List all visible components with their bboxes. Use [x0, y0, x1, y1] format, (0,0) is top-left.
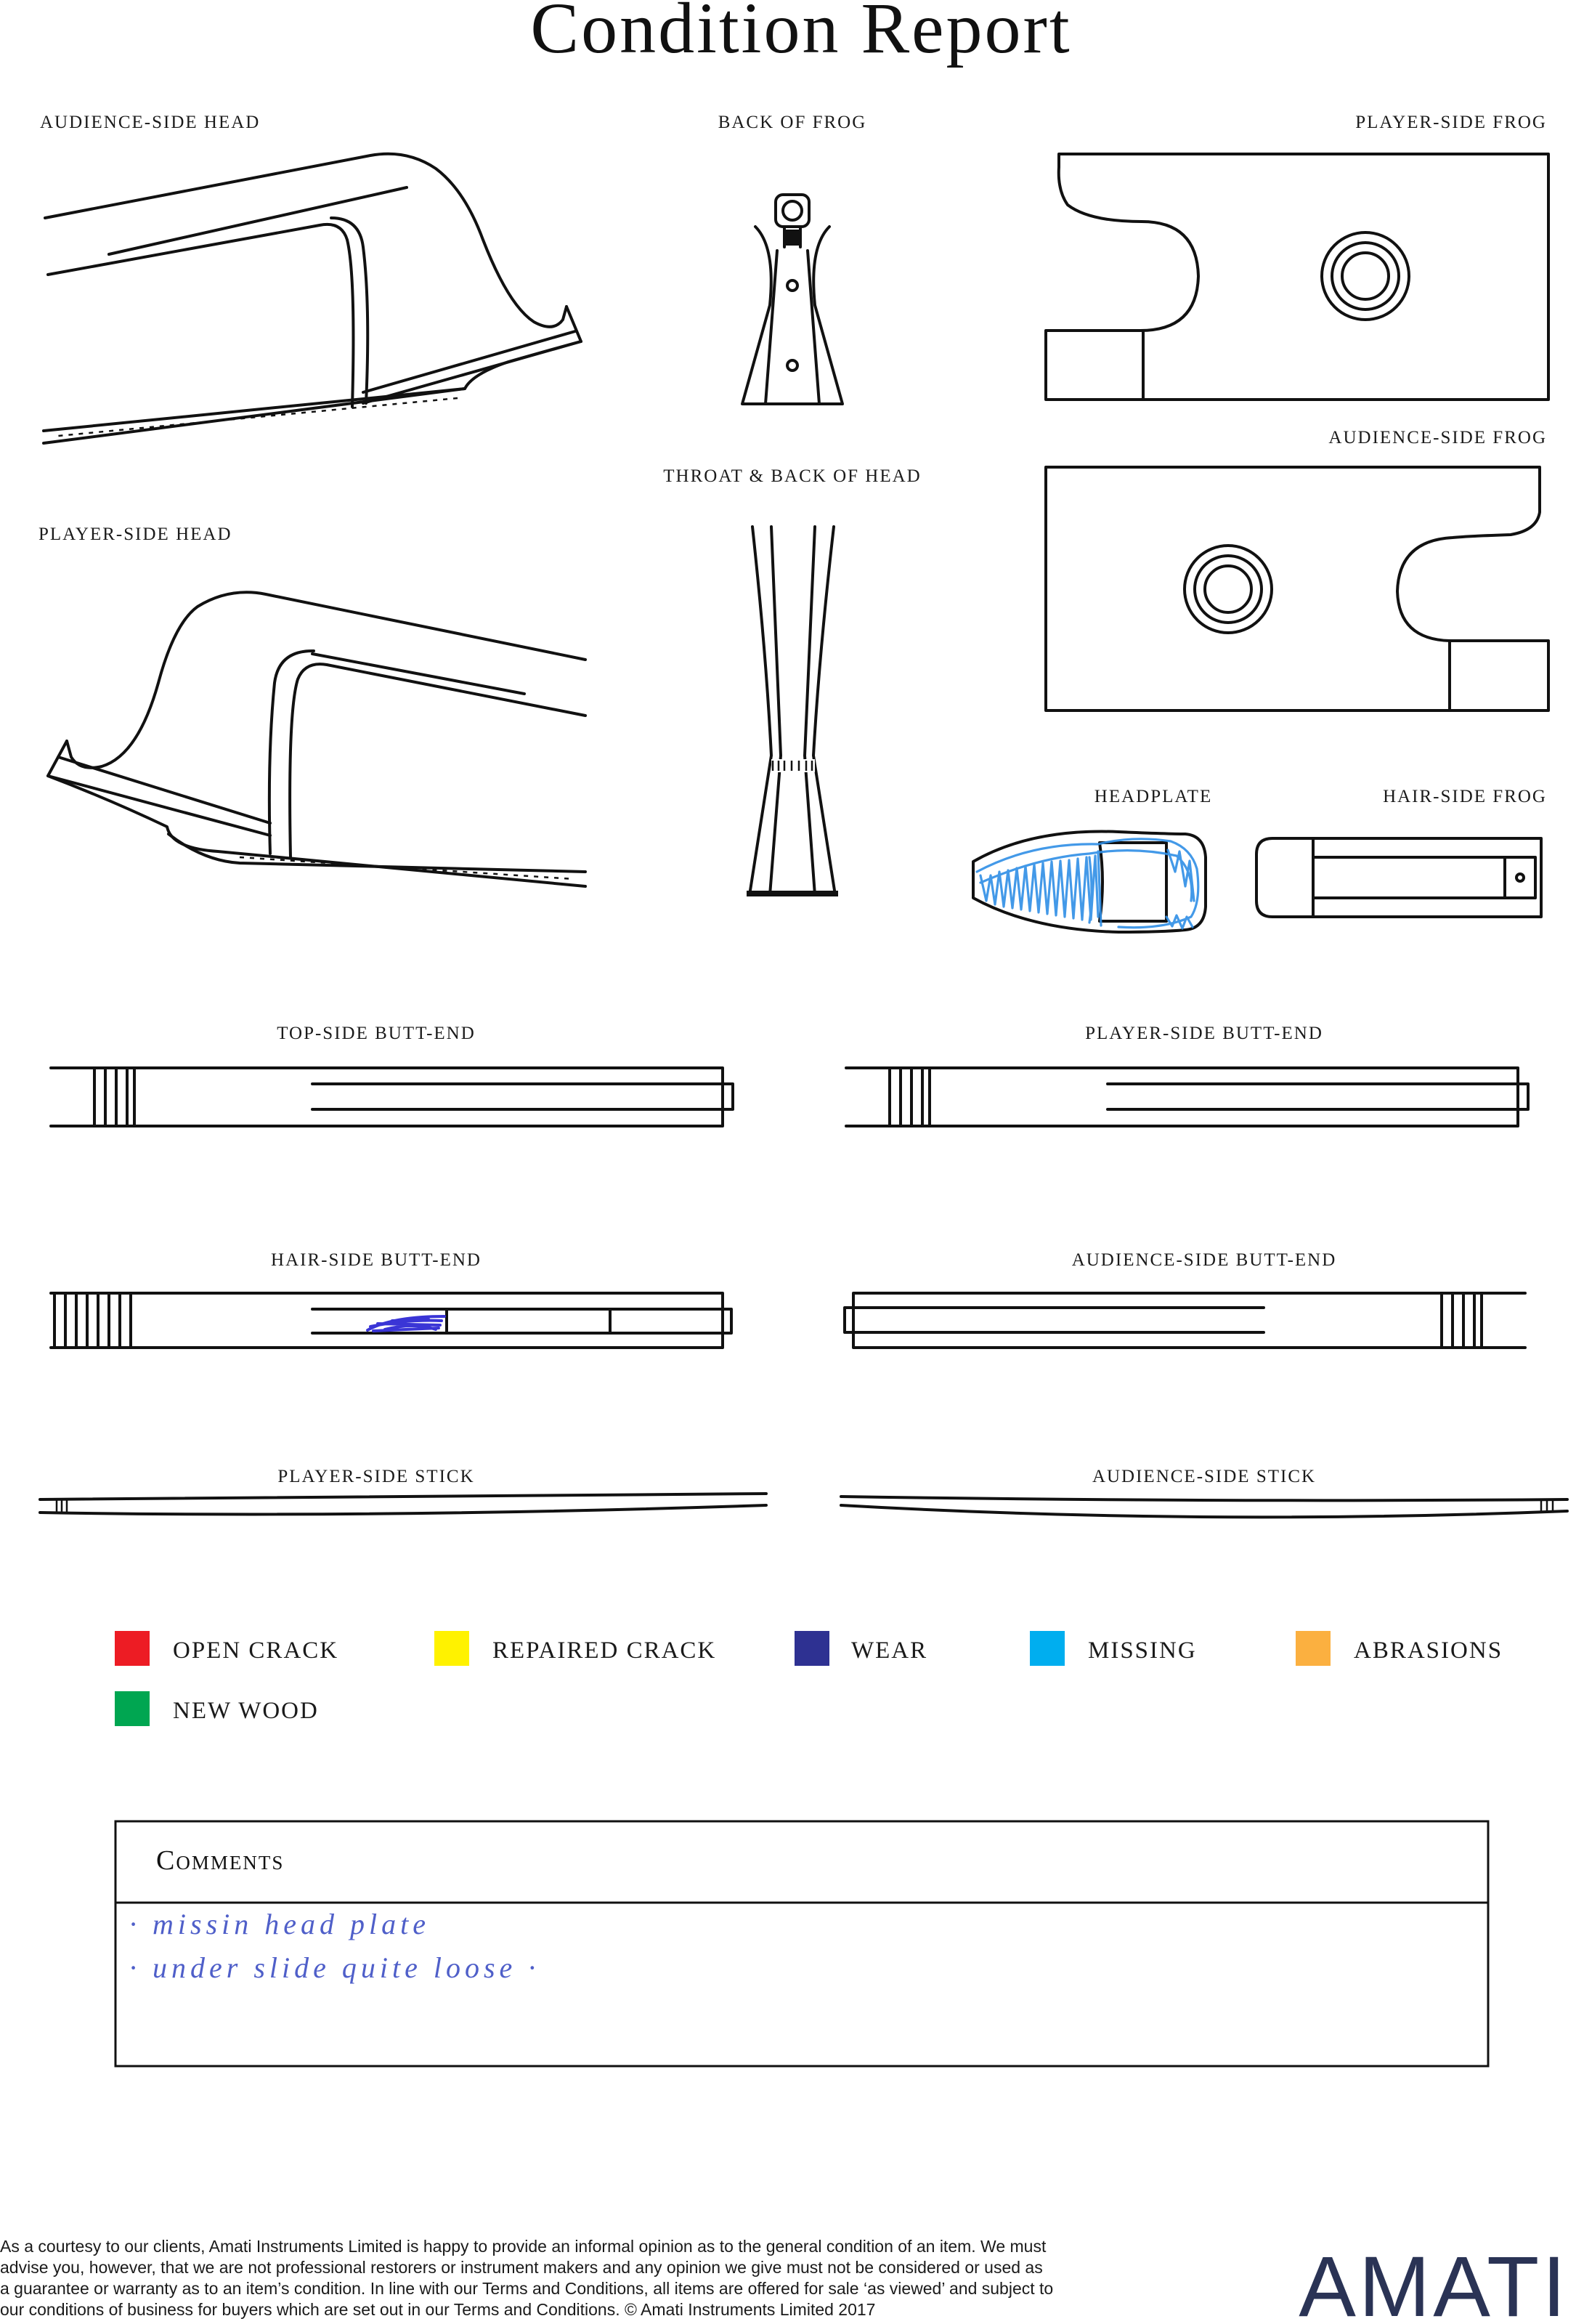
audience-side-butt-end-diagram [845, 1293, 1525, 1348]
audience-side-stick-diagram [841, 1497, 1567, 1517]
label-throat-back-of-head: THROAT & BACK OF HEAD [663, 466, 922, 486]
wear-markings-butt-end [367, 1316, 444, 1331]
label-hair-side-frog: HAIR-SIDE FROG [1383, 787, 1547, 806]
audience-side-head-diagram [44, 154, 581, 443]
label-audience-side-stick: AUDIENCE-SIDE STICK [1092, 1467, 1317, 1486]
label-player-side-butt-end: PLAYER-SIDE BUTT-END [1085, 1024, 1323, 1043]
label-top-side-butt-end: TOP-SIDE BUTT-END [277, 1024, 476, 1043]
legend [115, 1631, 1503, 1726]
brand-logo: AMATI [1299, 2239, 1569, 2324]
legend-item [115, 1691, 319, 1726]
legend-swatch-missing [1030, 1631, 1065, 1666]
player-side-frog-diagram [1046, 154, 1548, 400]
disclaimer-line: a guarantee or warranty as to an item’s condition. In line with our Terms and Conditions, all items are offered for sale ‘as viewed’ and subject to [0, 2279, 1054, 2298]
label-hair-side-butt-end: HAIR-SIDE BUTT-END [271, 1250, 482, 1270]
throat-back-of-head-diagram [747, 527, 838, 896]
legend-item [1296, 1631, 1503, 1666]
comments-box [115, 1821, 1488, 2066]
legend-label: OPEN CRACK [173, 1637, 339, 1664]
page-title: Condition Report [530, 0, 1072, 68]
back-of-frog-diagram [742, 195, 842, 404]
player-side-head-diagram [48, 592, 585, 886]
footer-disclaimer [0, 2237, 1053, 2319]
player-side-butt-end-diagram [846, 1068, 1528, 1126]
top-side-butt-end-diagram [51, 1068, 733, 1126]
label-headplate: HEADPLATE [1094, 787, 1213, 806]
legend-swatch-repaired-crack [434, 1631, 469, 1666]
legend-label: ABRASIONS [1354, 1637, 1503, 1664]
legend-label: MISSING [1088, 1637, 1197, 1664]
legend-swatch-new-wood [115, 1691, 150, 1726]
comment-line: · missin head plate [129, 1908, 430, 1940]
legend-item [795, 1631, 927, 1666]
legend-swatch-wear [795, 1631, 829, 1666]
label-audience-side-butt-end: AUDIENCE-SIDE BUTT-END [1071, 1250, 1337, 1270]
legend-label: NEW WOOD [173, 1698, 319, 1724]
legend-label: REPAIRED CRACK [492, 1637, 717, 1664]
label-back-of-frog: BACK OF FROG [718, 113, 867, 132]
legend-item [1030, 1631, 1197, 1666]
disclaimer-line: As a courtesy to our clients, Amati Instruments Limited is happy to provide an informal opinion as to the general condition of an item. We must [0, 2237, 1047, 2256]
comment-line: · under slide quite loose · [129, 1951, 540, 1984]
label-audience-side-frog: AUDIENCE-SIDE FROG [1328, 428, 1547, 448]
legend-swatch-abrasions [1296, 1631, 1331, 1666]
audience-side-frog-diagram [1046, 467, 1548, 710]
legend-item [115, 1631, 338, 1666]
label-player-side-stick: PLAYER-SIDE STICK [277, 1467, 475, 1486]
label-player-side-frog: PLAYER-SIDE FROG [1355, 113, 1547, 132]
legend-item [434, 1631, 716, 1666]
label-player-side-head: PLAYER-SIDE HEAD [38, 525, 232, 544]
player-side-stick-diagram [40, 1494, 766, 1514]
hair-side-frog-diagram [1256, 838, 1541, 917]
disclaimer-line: advise you, however, that we are not professional restorers or instrument makers and any opinion we give must not be considered or used as [0, 2258, 1043, 2277]
disclaimer-line: our conditions of business for buyers which are set out in our Terms and Conditions. © Amati Instruments Limited 2017 [0, 2300, 876, 2319]
comments-heading: Comments [156, 1845, 285, 1876]
legend-swatch-open-crack [115, 1631, 150, 1666]
legend-label: WEAR [851, 1637, 928, 1664]
label-audience-side-head: AUDIENCE-SIDE HEAD [40, 113, 261, 132]
